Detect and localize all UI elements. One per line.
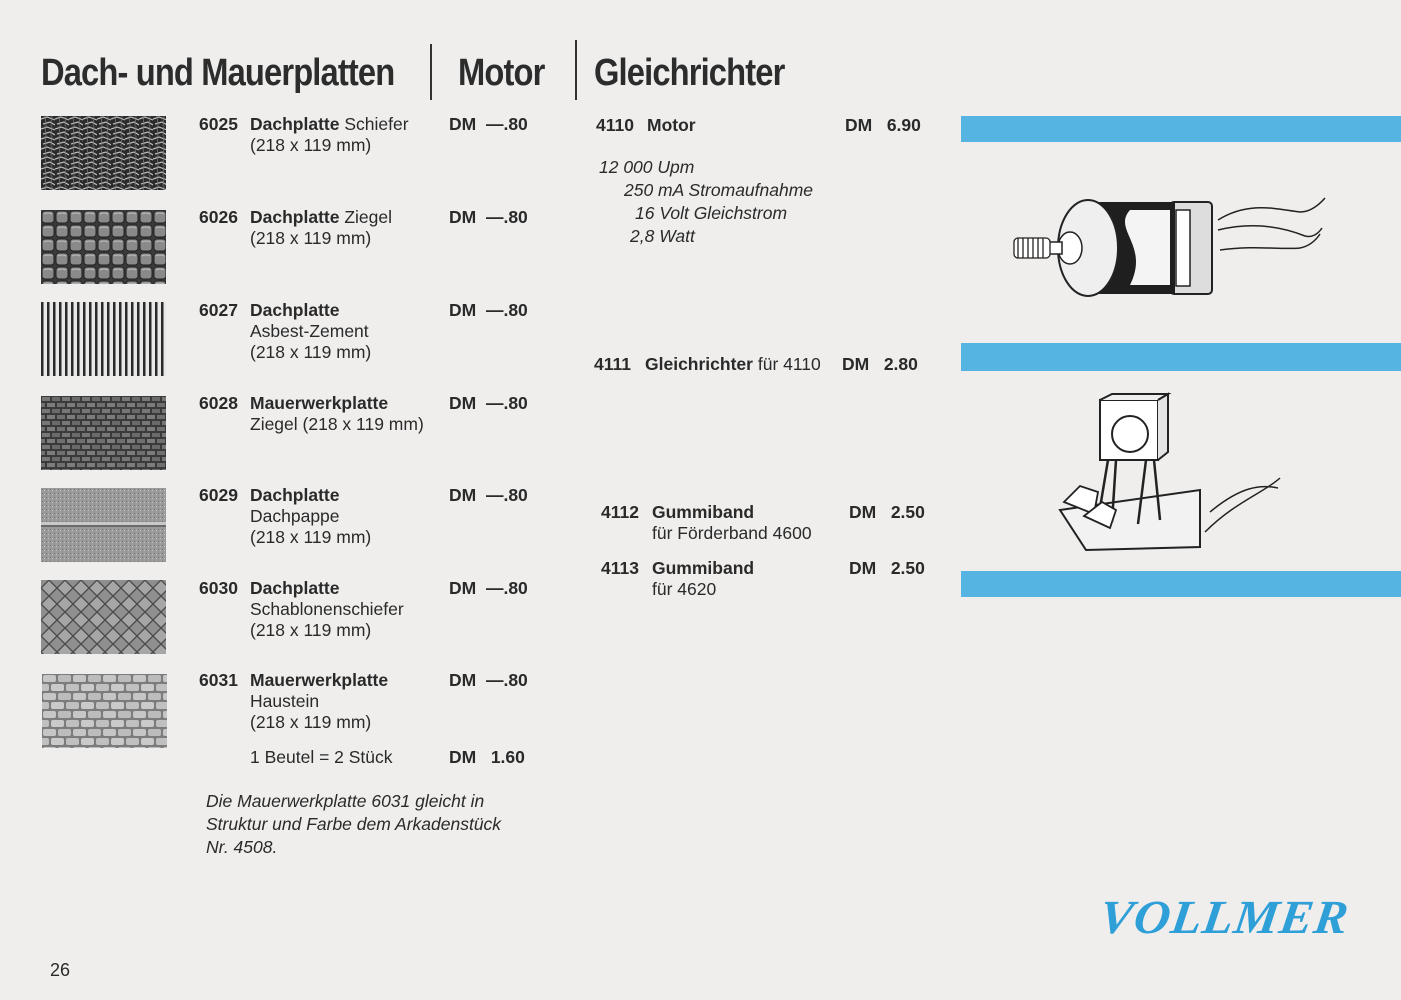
item-size: (218 x 119 mm) — [250, 712, 372, 732]
item-compat: für 4620 — [652, 579, 717, 599]
rubber-band-item-4113 — [601, 558, 754, 600]
item-number: 6030 — [199, 578, 238, 598]
heading-divider — [430, 44, 432, 100]
item-number: 6031 — [199, 670, 238, 690]
heading-rectifier: Gleichrichter — [594, 52, 785, 94]
item-name: Gleichrichter — [645, 354, 753, 374]
item-size: (218 x 119 mm) — [250, 527, 372, 547]
slate-texture-image — [41, 116, 166, 190]
vollmer-logo: VOLLMER — [1096, 890, 1353, 944]
item-material: Schablonenschiefer — [250, 599, 404, 619]
item-name: Motor — [647, 115, 696, 135]
plate-item-6026 — [199, 207, 392, 249]
item-name: Dachplatte — [250, 578, 340, 598]
item-size: (218 x 119 mm) — [250, 342, 372, 362]
price-6031: DM —.80 — [449, 670, 528, 690]
price-6029: DM —.80 — [449, 485, 528, 505]
item-number: 4110 — [596, 115, 634, 135]
item-number: 6029 — [199, 485, 238, 505]
item-number: 6027 — [199, 300, 238, 320]
price-4110: DM 6.90 — [845, 115, 921, 135]
item-material: Dachpappe — [250, 506, 340, 526]
item-number: 4112 — [601, 502, 639, 522]
plate-item-6025 — [199, 114, 409, 156]
motor-spec-power: 2,8 Watt — [630, 226, 695, 246]
diamond-slate-texture-image — [41, 580, 166, 654]
accent-band — [961, 571, 1401, 597]
item-name: Dachplatte — [250, 114, 340, 134]
rubber-band-item-4112 — [601, 502, 812, 544]
item-material: Haustein — [250, 691, 320, 711]
plate-item-6027 — [199, 300, 371, 363]
motor-spec-current: 250 mA Stromaufnahme — [624, 180, 814, 200]
item-name-extra: Schiefer — [344, 114, 409, 134]
plate-item-6031 — [199, 670, 388, 733]
motor-specs — [599, 156, 813, 248]
plate-item-6030 — [199, 578, 404, 641]
motor-spec-rpm: 12 000 Upm — [599, 157, 695, 177]
item-compat: für Förderband 4600 — [652, 523, 812, 543]
roofing-felt-texture-image — [41, 488, 166, 562]
item-name-extra: Ziegel — [344, 207, 393, 227]
price-4111: DM 2.80 — [842, 354, 918, 374]
item-name: Gummiband — [652, 558, 755, 578]
item-name-extra: für 4110 — [757, 354, 821, 374]
item-number: 4113 — [601, 558, 639, 578]
item-name: Dachplatte — [250, 207, 340, 227]
price-4112: DM 2.50 — [849, 502, 925, 522]
item-size: (218 x 119 mm) — [250, 135, 372, 155]
corrugated-texture-image — [41, 302, 166, 376]
price-6028: DM —.80 — [449, 393, 528, 413]
heading-motor: Motor — [458, 52, 545, 94]
price-6026: DM —.80 — [449, 207, 528, 227]
item-size: (218 x 119 mm) — [250, 228, 372, 248]
price-6027: DM —.80 — [449, 300, 528, 320]
item-name: Dachplatte — [250, 485, 340, 505]
item-name: Dachplatte — [250, 300, 340, 320]
price-6025: DM —.80 — [449, 114, 528, 134]
rectifier-illustration — [1050, 392, 1290, 554]
accent-band — [961, 116, 1401, 142]
plate-6031-note: Die Mauerwerkplatte 6031 gleicht in Struktur und Farbe dem Arkadenstück Nr. 4508. — [206, 791, 502, 857]
price-4113: DM 2.50 — [849, 558, 925, 578]
page-number: 26 — [50, 960, 71, 980]
plate-item-6029 — [199, 485, 371, 548]
accent-band — [961, 343, 1401, 371]
bricks-texture-image — [41, 396, 166, 470]
motor-illustration — [1000, 190, 1330, 310]
motor-spec-voltage: 16 Volt Gleichstrom — [635, 203, 788, 223]
item-number: 6026 — [199, 207, 238, 227]
heading-divider — [575, 40, 577, 100]
plate-item-6028 — [199, 393, 424, 435]
tiles-texture-image — [41, 210, 166, 284]
item-number: 6025 — [199, 114, 238, 134]
ashlar-stone-texture-image — [41, 674, 168, 748]
rectifier-item-4111 — [594, 354, 821, 375]
item-number: 6028 — [199, 393, 238, 413]
bag-quantity-note: 1 Beutel = 2 Stück — [250, 747, 393, 767]
price-6030: DM —.80 — [449, 578, 528, 598]
item-name: Gummiband — [652, 502, 755, 522]
item-name: Mauerwerkplatte — [250, 393, 389, 413]
item-size: Ziegel (218 x 119 mm) — [250, 414, 424, 434]
heading-roof-wall-plates: Dach- und Mauerplatten — [41, 52, 395, 94]
item-name: Mauerwerkplatte — [250, 670, 389, 690]
bag-price: DM 1.60 — [449, 747, 525, 767]
item-number: 4111 — [594, 354, 631, 374]
motor-item-4110 — [596, 115, 696, 136]
item-size: (218 x 119 mm) — [250, 620, 372, 640]
item-material: Asbest-Zement — [250, 321, 369, 341]
